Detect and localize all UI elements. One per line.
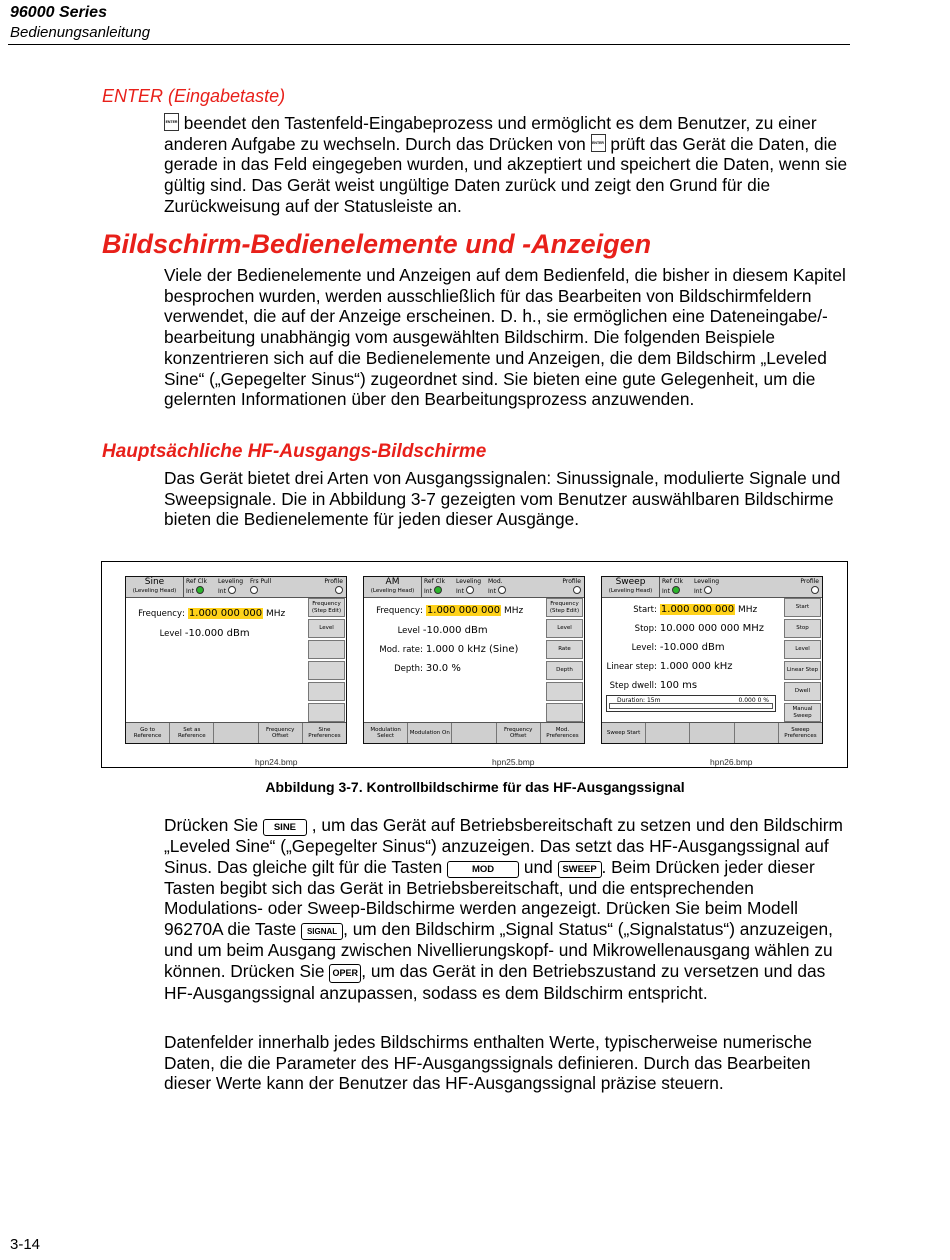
bottom-softkey[interactable] bbox=[735, 723, 779, 743]
bottom-softkey[interactable] bbox=[690, 723, 734, 743]
sweep-key-icon: SWEEP bbox=[558, 861, 602, 878]
progress-label: 0.000 0 % bbox=[738, 697, 769, 704]
depth-field[interactable]: Depth: 30.0 % bbox=[394, 663, 461, 674]
ref-clk-indicator: Ref Clk Int bbox=[424, 578, 445, 595]
enter-key-icon: ENTER bbox=[164, 113, 179, 131]
level-field[interactable]: Level -10.000 dBm bbox=[159, 628, 250, 639]
start-field[interactable]: Start: 1.000 000 000 MHz bbox=[633, 604, 758, 615]
enter-text-2: prüft das Gerät die Daten, die gerade in das Feld eingegeben wurden, und akzeptiert und speichert die Daten, wenn sie gültig sind. Das Gerät weist ungültige Daten zurück und zeigt den Grund für die Zurückweisung auf der Statusleiste an. bbox=[164, 133, 848, 216]
softkey[interactable]: Level bbox=[784, 640, 821, 659]
hf-section-title: Hauptsächliche HF-Ausgangs-Bildschirme bbox=[102, 441, 487, 462]
screen-section-title: Bildschirm-Bedienelemente und -Anzeigen bbox=[102, 229, 652, 259]
softkey[interactable]: Depth bbox=[546, 661, 583, 680]
softkey[interactable] bbox=[308, 640, 345, 659]
softkey[interactable] bbox=[308, 703, 345, 722]
mod-key-icon: MOD bbox=[447, 861, 519, 878]
leveling-indicator: Leveling Int bbox=[456, 578, 482, 595]
softkey[interactable] bbox=[308, 661, 345, 680]
sweep-progress-bar bbox=[606, 695, 776, 712]
bottom-softkey[interactable]: Sweep Preferences bbox=[784, 726, 817, 739]
duration-label: Duration: 15m bbox=[617, 697, 661, 704]
header-rule bbox=[8, 44, 850, 45]
bottom-softkey[interactable]: Sine Preferences bbox=[308, 726, 341, 739]
softkey[interactable]: Dwell bbox=[784, 682, 821, 701]
led-icon bbox=[498, 586, 506, 594]
bottom-softkey[interactable]: Sweep Start bbox=[602, 723, 646, 743]
frs-pull-indicator: Frs Pull bbox=[250, 578, 271, 596]
bottom-softkey[interactable]: Frequency Offset bbox=[259, 723, 303, 743]
level-field[interactable]: Level -10.000 dBm bbox=[397, 625, 488, 636]
oper-key-icon: OPER bbox=[329, 964, 361, 983]
status-bar bbox=[602, 577, 822, 598]
softkey[interactable]: Linear Step bbox=[784, 661, 821, 680]
file-name: hpn26.bmp bbox=[710, 757, 753, 767]
frequency-field[interactable]: Frequency: 1.000 000 000 MHz bbox=[138, 608, 286, 619]
softkey[interactable]: Frequency (Step Edit) bbox=[308, 598, 345, 617]
softkey-column bbox=[306, 597, 346, 724]
sine-key-icon: SINE bbox=[263, 819, 307, 836]
file-name: hpn24.bmp bbox=[255, 757, 298, 767]
page-number: 3-14 bbox=[10, 1236, 41, 1253]
led-icon bbox=[335, 586, 343, 594]
softkey[interactable]: Level bbox=[546, 619, 583, 638]
screen-title: Sine (Leveling Head) bbox=[126, 577, 184, 597]
progress-track bbox=[609, 703, 773, 709]
frequency-field[interactable]: Frequency: 1.000 000 000 MHz bbox=[376, 605, 524, 616]
enter-section-text bbox=[164, 113, 854, 217]
bottom-softkeys bbox=[126, 722, 346, 743]
softkey[interactable] bbox=[546, 682, 583, 701]
bottom-softkey[interactable]: Set as Reference bbox=[170, 723, 214, 743]
screen-section-text: Viele der Bedienelemente und Anzeigen auf dem Bedienfeld, die bisher in diesem Kapitel besprochen wurden, werden ausschließlich für das Bearbeiten von Bildschirmfeldern verwendet, die auf der Anzeige erscheinen. D. h., sie ermöglichen eine Dateneingabe/-bearbeitung unabhängig vom ausgewählten Bildschirm. Die folgenden Beispiele konzentrieren sich auf die Bedienelemente und Anzeigen, die dem Bildschirm „Leveled Sine“ („Gepegelter Sinus“) zugeordnet sind. Sie bieten eine gute Gelegenheit, um die gelernten Informationen über den Bearbeitungsprozess anzuwenden. bbox=[164, 265, 846, 410]
enter-key-icon: ENTER bbox=[591, 134, 606, 152]
leveling-indicator: Leveling Int bbox=[694, 578, 720, 595]
status-bar bbox=[364, 577, 584, 598]
mod-indicator: Mod. Int bbox=[488, 578, 506, 596]
profile-indicator: Profile bbox=[562, 578, 581, 596]
mod-rate-field[interactable]: Mod. rate: 1.000 0 kHz (Sine) bbox=[379, 644, 519, 655]
softkey[interactable]: Manual Sweep bbox=[784, 703, 821, 722]
bottom-softkey[interactable]: Mod. Preferences bbox=[546, 726, 579, 739]
led-icon bbox=[811, 586, 819, 594]
header-series: 96000 Series bbox=[10, 4, 107, 21]
header-subtitle: Bedienungsanleitung bbox=[10, 24, 151, 41]
hf-section-text: Das Gerät bietet drei Arten von Ausgangssignalen: Sinussignale, modulierte Signale und Sweepsignale. Die in Abbildung 3-7 gezeigten vom Benutzer auswählbaren Bildschirme bieten die Bedienelemente für jeden dieser Ausgänge. bbox=[164, 468, 841, 530]
bottom-softkey[interactable]: Modulation On bbox=[408, 723, 452, 743]
led-icon bbox=[672, 586, 680, 594]
softkey[interactable]: Stop bbox=[784, 619, 821, 638]
datafields-paragraph: Datenfelder innerhalb jedes Bildschirms enthalten Werte, typischerweise numerische Daten, die die Parameter des HF-Ausgangssignals definieren. Durch das Bearbeiten dieser Werte kann der Benutzer das HF-Ausgangssignal präzise steuern. bbox=[164, 1032, 813, 1094]
bottom-softkey[interactable]: Modulation Select bbox=[364, 723, 408, 743]
leveling-indicator: Leveling Int bbox=[218, 578, 244, 595]
status-bar bbox=[126, 577, 346, 598]
softkey[interactable]: Frequency (Step Edit) bbox=[546, 598, 583, 617]
keys-paragraph: Drücken Sie SINE , um das Gerät auf Betriebsbereitschaft zu setzen und den Bildschirm „Leveled Sine“ („Gepegelter Sinus“) anzuzeigen. Das setzt das HF-Ausgangssignal auf Sinus. Das gleiche gilt für die Tasten MOD und SWEEP . Beim Drücken jeder dieser Tasten begibt sich das Gerät in Betriebsbereitschaft, und die entsprechenden Modulations- oder Sweep-Bildschirme werden angezeigt. Drücken Sie beim Modell 96270A die Taste SIGNAL , um den Bildschirm „Signal Status“ („Signalstatus“) anzuzeigen, und um beim Ausgang zwischen Nivellierungskopf- und Mikrowellenausgang wählen zu können. Drücken Sie OPER , um das Gerät in den Betriebszustand zu versetzen und das HF-Ausgangssignal anzupassen, sodass es dem Bildschirm entspricht. bbox=[164, 815, 843, 1003]
enter-section-title: ENTER (Eingabetaste) bbox=[102, 86, 286, 106]
bottom-softkeys bbox=[602, 722, 822, 743]
led-icon bbox=[250, 586, 258, 594]
led-icon bbox=[228, 586, 236, 594]
file-name: hpn25.bmp bbox=[492, 757, 535, 767]
softkey[interactable]: Level bbox=[308, 619, 345, 638]
profile-indicator: Profile bbox=[324, 578, 343, 596]
am-screen bbox=[363, 576, 585, 744]
softkey[interactable] bbox=[308, 682, 345, 701]
softkey-column bbox=[544, 597, 584, 724]
bottom-softkey[interactable] bbox=[214, 723, 258, 743]
screen-title: AM (Leveling Head) bbox=[364, 577, 422, 597]
bottom-softkey[interactable]: Go to Reference bbox=[126, 723, 170, 743]
softkey[interactable]: Start bbox=[784, 598, 821, 617]
enter-text-1: beendet den Tastenfeld-Eingabeprozess und ermöglicht es dem Benutzer, zu einer anderen Aufgabe zu wechseln. Durch das Drücken von bbox=[164, 113, 817, 154]
ref-clk-indicator: Ref Clk Int bbox=[186, 578, 207, 595]
bottom-softkeys bbox=[364, 722, 584, 743]
led-icon bbox=[466, 586, 474, 594]
figure-caption: Abbildung 3-7. Kontrollbildschirme für das HF-Ausgangssignal bbox=[265, 779, 685, 795]
sine-screen bbox=[125, 576, 347, 744]
led-icon bbox=[704, 586, 712, 594]
softkey[interactable]: Rate bbox=[546, 640, 583, 659]
signal-key-icon: SIGNAL bbox=[301, 923, 343, 940]
led-icon bbox=[196, 586, 204, 594]
bottom-softkey[interactable]: Frequency Offset bbox=[497, 723, 541, 743]
ref-clk-indicator: Ref Clk Int bbox=[662, 578, 683, 595]
linear-step-field[interactable]: Linear step: 1.000 000 kHz bbox=[606, 661, 733, 672]
led-icon bbox=[573, 586, 581, 594]
bottom-softkey[interactable] bbox=[452, 723, 496, 743]
bottom-softkey[interactable] bbox=[646, 723, 690, 743]
led-icon bbox=[434, 586, 442, 594]
sweep-screen bbox=[601, 576, 823, 744]
stop-field[interactable]: Stop: 10.000 000 000 MHz bbox=[634, 623, 765, 634]
screen-title: Sweep (Leveling Head) bbox=[602, 577, 660, 597]
softkey-column bbox=[782, 597, 822, 724]
profile-indicator: Profile bbox=[800, 578, 819, 596]
softkey[interactable] bbox=[546, 703, 583, 722]
step-dwell-field[interactable]: Step dwell: 100 ms bbox=[609, 680, 698, 691]
level-field[interactable]: Level: -10.000 dBm bbox=[631, 642, 725, 653]
